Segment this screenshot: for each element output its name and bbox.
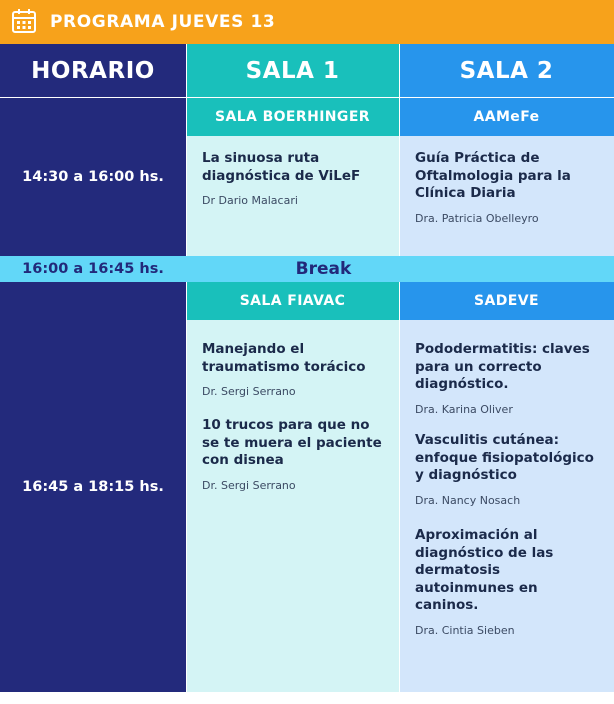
session-card: [415, 341, 595, 416]
sala2-sponsor-1: AAMeFe: [399, 98, 614, 136]
column-divider: [399, 282, 400, 692]
session-speaker: Dr Dario Malacari: [202, 194, 298, 207]
column-divider: [186, 44, 187, 256]
calendar-icon: [11, 8, 37, 34]
session-speaker: Dra. Patricia Obelleyro: [415, 211, 539, 225]
header-sala-2: SALA 2: [399, 44, 614, 97]
row-divider: [0, 97, 614, 98]
session-title: Pododermatitis: claves para un correcto diagnóstico.: [415, 341, 590, 392]
session-card: [415, 150, 585, 225]
program-title: PROGRAMA JUEVES 13: [50, 12, 276, 32]
session-card: [202, 341, 382, 398]
sala1-block-1: [186, 136, 399, 256]
session-title: Manejando el traumatismo torácico: [202, 341, 366, 375]
session-card: [415, 432, 605, 507]
session-title: Guía Práctica de Oftalmologia para la Clínica Diaria: [415, 150, 571, 201]
sala1-sponsor-2: SALA FIAVAC: [186, 282, 399, 320]
session-title: Vasculitis cutánea: enfoque fisiopatológico y diagnóstico: [415, 432, 594, 483]
sala2-sponsor-2: SADEVE: [399, 282, 614, 320]
program-banner: [0, 0, 614, 44]
session-card: [202, 417, 382, 492]
session-title: La sinuosa ruta diagnóstica de ViLeF: [202, 150, 361, 184]
time-slot-2: 16:45 a 18:15 hs.: [0, 282, 186, 692]
header-sala-1: SALA 1: [186, 44, 399, 97]
session-speaker: Dr. Sergi Serrano: [202, 385, 296, 398]
column-divider: [399, 44, 400, 256]
session-speaker: Dra. Nancy Nosach: [415, 493, 521, 507]
break-label: Break: [295, 259, 352, 279]
session-card: [202, 150, 392, 207]
session-speaker: Dra. Karina Oliver: [415, 402, 513, 416]
session-speaker: Dr. Sergi Serrano: [202, 478, 296, 492]
time-slot-1: 14:30 a 16:00 hs.: [0, 98, 186, 256]
session-card: [415, 527, 575, 637]
sala1-sponsor-1: SALA BOERHINGER: [186, 98, 399, 136]
header-horario: HORARIO: [0, 44, 186, 97]
break-time: 16:00 a 16:45 hs.: [22, 261, 164, 277]
column-divider: [186, 282, 187, 692]
session-speaker: Dra. Cintia Sieben: [415, 623, 515, 637]
sala2-block-1: [399, 136, 614, 256]
session-title: Aproximación al diagnóstico de las dermatosis autoinmunes en caninos.: [415, 527, 554, 613]
sala1-block-2: [186, 320, 399, 692]
sala2-block-2: [399, 320, 614, 692]
session-title: 10 trucos para que no se te muera el paciente con disnea: [202, 417, 382, 468]
